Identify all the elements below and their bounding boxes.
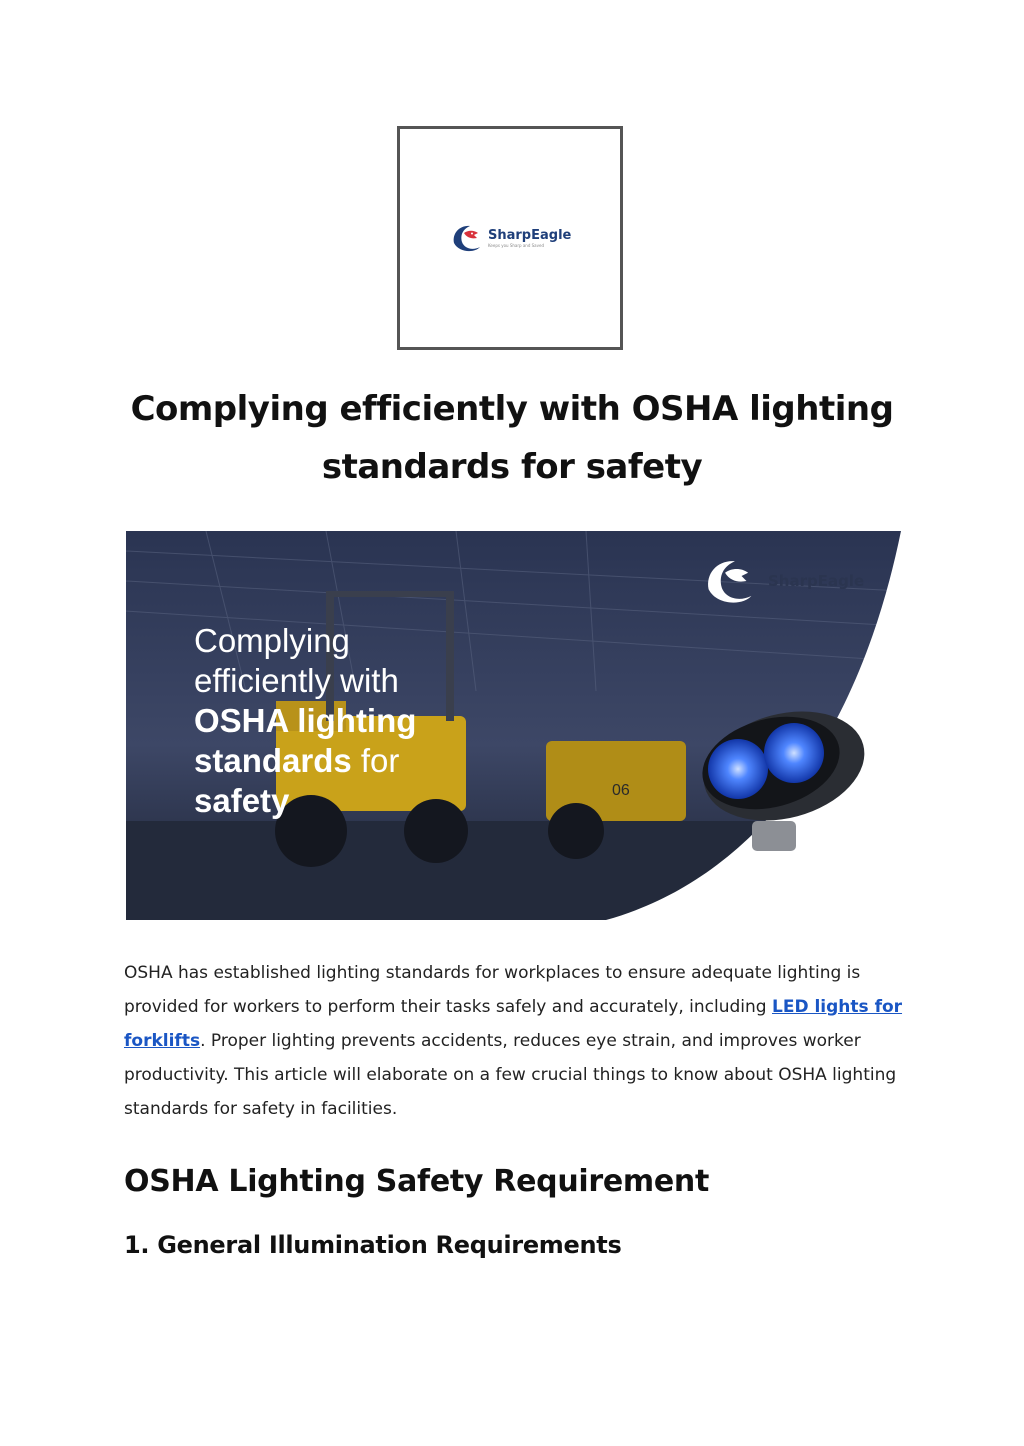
hero-logo-name: SharpEagle	[768, 572, 865, 590]
hero-line-4	[194, 741, 494, 781]
intro-paragraph	[124, 956, 904, 1126]
section-heading: OSHA Lighting Safety Requirement	[124, 1164, 710, 1199]
led-lights-link[interactable]: LED lights for forklifts	[124, 997, 903, 1051]
eagle-logo-icon	[450, 221, 484, 255]
hero-line-3: OSHA lighting	[194, 702, 417, 739]
hero-line-1: Complying	[194, 622, 350, 659]
hero-headline	[194, 621, 494, 821]
hero-line-4-rest: for	[351, 742, 400, 779]
hero-banner	[126, 531, 901, 920]
logo-name: SharpEagle	[488, 227, 572, 243]
forklift-number: 06	[612, 782, 630, 799]
logo-frame	[397, 126, 623, 350]
logo-tagline: Keeps you Sharp and Saved	[488, 242, 544, 248]
intro-text-before: OSHA has established lighting standards for workplaces to ensure adequate lighting is provided for workers to perform their tasks safely and accurately, including	[124, 963, 861, 1017]
hero-line-5: safety	[194, 782, 290, 819]
page-title: Complying efficiently with OSHA lighting standards for safety	[130, 389, 894, 487]
hero-logo	[698, 553, 864, 609]
hero-line-4-bold: standards	[194, 742, 352, 779]
brand-logo	[450, 221, 571, 255]
eagle-logo-icon	[698, 553, 762, 609]
hero-line-2: efficiently with	[194, 662, 399, 699]
intro-text-after: . Proper lighting prevents accidents, reduces eye strain, and improves worker productivity. This article will elaborate on a few crucial things to know about OSHA lighting standards for safety in facilities.	[124, 1031, 897, 1119]
subsection-heading: 1. General Illumination Requirements	[124, 1231, 622, 1259]
